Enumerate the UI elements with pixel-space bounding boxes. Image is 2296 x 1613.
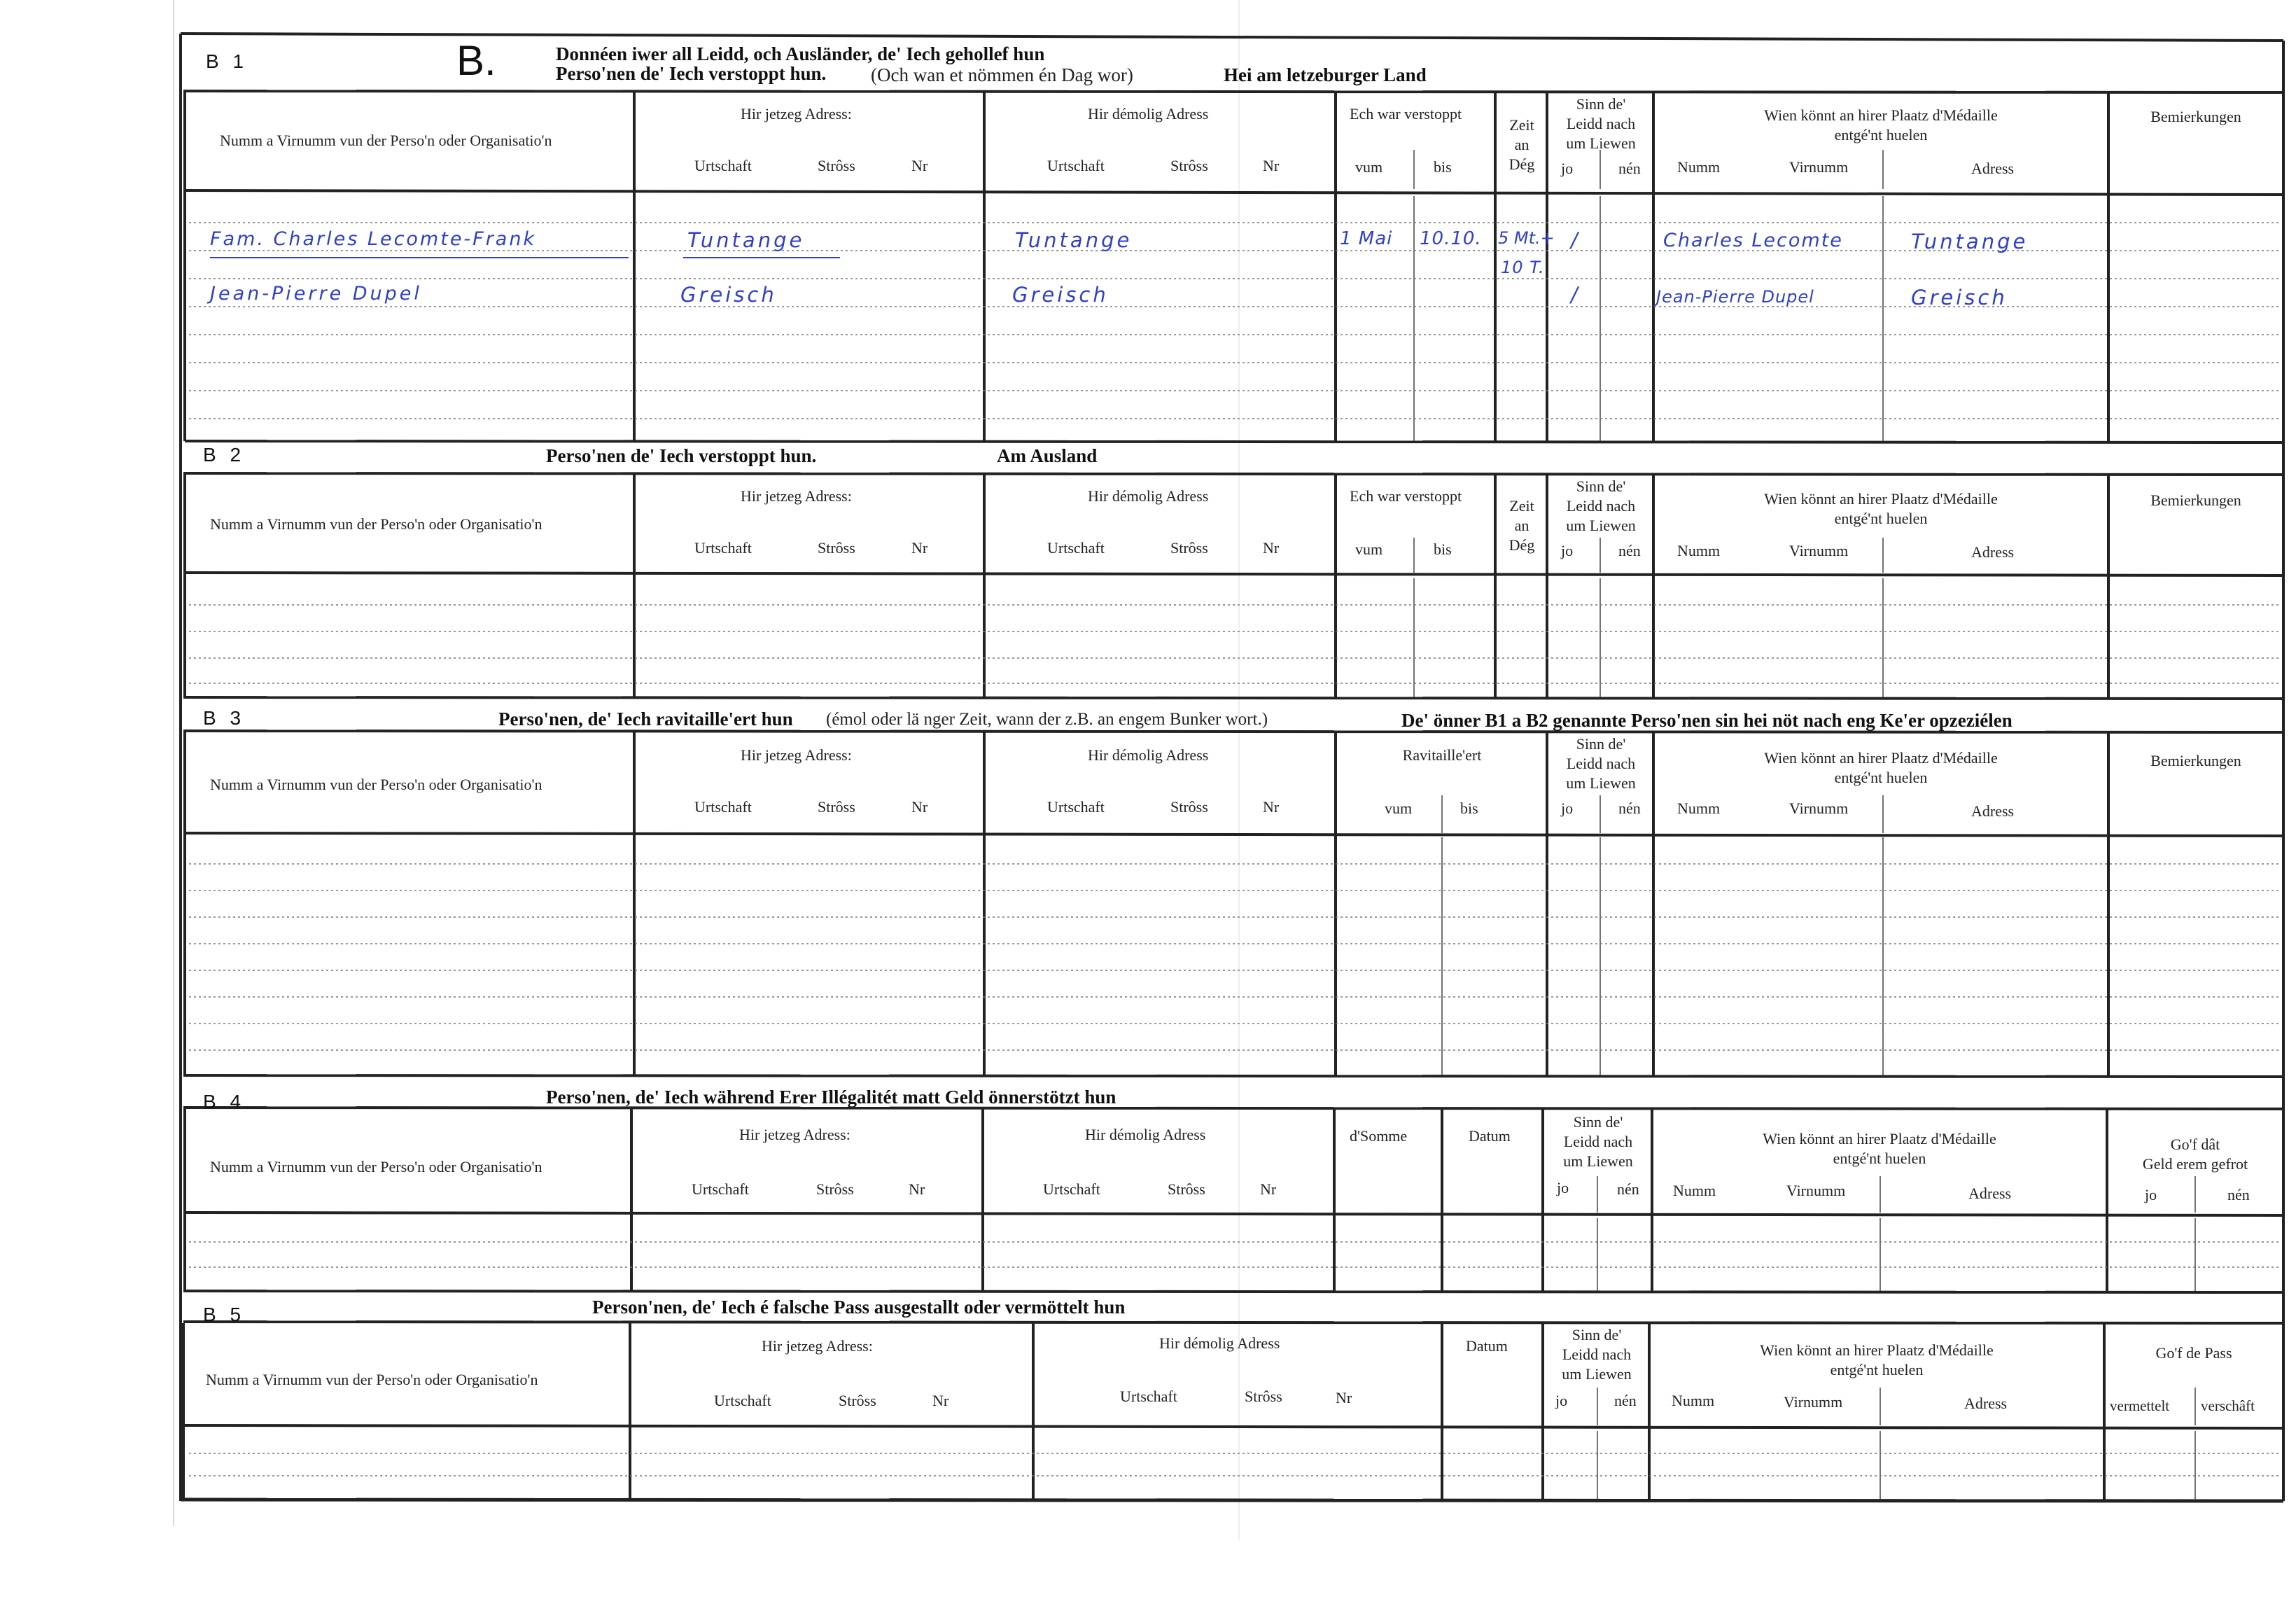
b4-gof-nen: nén [2227, 1186, 2250, 1203]
b5-nen: nén [1614, 1392, 1637, 1409]
b3-urtschaft-2: Urtschaft [1047, 798, 1105, 816]
b3-ravitailleiert: Ravitaille'ert [1402, 746, 1482, 764]
b2-wien-2: entgé'nt huelen [1834, 510, 1928, 527]
b5-med-numm: Numm [1672, 1392, 1715, 1409]
b4-nen: nén [1617, 1180, 1639, 1198]
b5-col-name: Numm a Virnumm vun der Perso'n oder Organisatio'n [206, 1371, 538, 1388]
b1-an: an [1514, 136, 1530, 153]
b5-nr: Nr [932, 1392, 949, 1409]
b1-col-name: Numm a Virnumm vun der Perso'n oder Organisatio'n [220, 132, 552, 149]
b2-wien-1: Wien könnt an hirer Plaatz d'Médaille [1764, 490, 1998, 508]
b2-nr: Nr [911, 539, 928, 557]
b4-med-virnumm: Virnumm [1786, 1182, 1846, 1199]
b1-title-note: (Och wan et nömmen én Dag wor) [871, 64, 1133, 85]
section-letter: B. [456, 37, 496, 84]
b1-urtschaft-2: Urtschaft [1047, 157, 1105, 174]
b5-wien-2: entgé'nt huelen [1830, 1361, 1924, 1378]
b1-wien-1: Wien könnt an hirer Plaatz d'Médaille [1764, 106, 1998, 124]
b3-wien-1: Wien könnt an hirer Plaatz d'Médaille [1764, 749, 1998, 767]
b4-somme: d'Somme [1350, 1127, 1408, 1145]
row1-vum: 1 Mai [1340, 228, 1393, 249]
b1-nen: nén [1618, 160, 1641, 177]
b5-vermettelt: vermettelt [2110, 1397, 2170, 1414]
b2-col-jetzeg: Hir jetzeg Adress: [741, 487, 852, 505]
row2-name: Jean-Pierre Dupel [210, 283, 422, 305]
b5-gof: Go'f de Pass [2155, 1344, 2232, 1362]
section-b2-id: B 2 [203, 444, 246, 466]
row1-zeit-a: 5 Mt.+ [1498, 228, 1555, 248]
row2-jo: / [1571, 283, 1581, 307]
b3-med-adress: Adress [1971, 802, 2015, 820]
b3-med-virnumm: Virnumm [1789, 799, 1849, 817]
b1-zeit: Zeit [1509, 116, 1534, 134]
b4-gof-2: Geld erem gefrot [2142, 1155, 2248, 1173]
b1-bis: bis [1434, 158, 1452, 176]
b1-col-jetzeg: Hir jetzeg Adress: [741, 105, 852, 123]
row1-zeit-b: 10 T. [1501, 258, 1545, 277]
b3-stross: Strôss [818, 798, 855, 816]
b2-urtschaft-2: Urtschaft [1047, 539, 1105, 557]
b4-urtschaft: Urtschaft [692, 1180, 749, 1198]
b1-jo: jo [1561, 160, 1574, 177]
b5-nr-2: Nr [1336, 1389, 1352, 1406]
row1-bis: 10.10. [1420, 228, 1482, 249]
b3-med-numm: Numm [1677, 799, 1721, 817]
b3-title-note: (émol oder lä nger Zeit, wann der z.B. an engem Bunker wort.) [826, 710, 1268, 729]
b5-sinn: Sinn de' [1572, 1326, 1622, 1343]
b5-stross-2: Strôss [1245, 1388, 1282, 1405]
b1-liewen: um Liewen [1566, 134, 1636, 152]
b2-nen: nén [1618, 542, 1641, 559]
b4-med-adress: Adress [1968, 1185, 2012, 1202]
b2-zeit: Zeit [1509, 497, 1534, 515]
b1-wien-2: entgé'nt huelen [1834, 126, 1928, 144]
b1-med-virnumm: Virnumm [1789, 158, 1849, 176]
b5-liewen: um Liewen [1562, 1365, 1632, 1383]
b2-sinn: Sinn de' [1576, 477, 1626, 495]
b2-jo: jo [1561, 542, 1574, 559]
b5-leidd: Leidd nach [1562, 1346, 1632, 1363]
b3-sinn: Sinn de' [1576, 735, 1626, 753]
b1-title-region: Hei am letzeburger Land [1224, 64, 1427, 85]
b5-urtschaft: Urtschaft [714, 1392, 771, 1409]
b2-med-adress: Adress [1971, 543, 2015, 561]
b1-sinn: Sinn de' [1576, 95, 1626, 113]
b5-verschaft: verschâft [2201, 1397, 2255, 1414]
row1-med-adress: Tuntange [1911, 230, 2029, 253]
b5-col-jetzeg: Hir jetzeg Adress: [762, 1337, 873, 1355]
b1-stross-2: Strôss [1170, 157, 1208, 174]
b5-stross: Strôss [839, 1392, 876, 1409]
section-b1-id: B 1 [206, 50, 248, 72]
b1-stross: Strôss [818, 157, 855, 174]
row1-demolig: Tuntange [1015, 228, 1133, 252]
b3-wien-2: entgé'nt huelen [1834, 769, 1928, 786]
b1-med-adress: Adress [1971, 160, 2015, 177]
b1-nr-2: Nr [1263, 157, 1280, 174]
b1-title-line1: Donnéen iwer all Leidd, och Ausländer, de' Iech gehollef hun [556, 43, 1045, 64]
row1-jo: / [1571, 228, 1581, 252]
b2-vum: vum [1355, 540, 1383, 558]
b3-col-demolig: Hir démolig Adress [1088, 746, 1209, 764]
b4-col-demolig: Hir démolig Adress [1085, 1126, 1206, 1143]
b5-med-adress: Adress [1964, 1395, 2008, 1412]
b3-vum: vum [1385, 799, 1413, 817]
b1-col-demolig: Hir démolig Adress [1088, 105, 1209, 123]
b2-urtschaft: Urtschaft [694, 539, 752, 557]
b1-urtschaft: Urtschaft [694, 157, 752, 174]
b3-bis: bis [1460, 799, 1478, 817]
b2-an: an [1514, 517, 1530, 534]
section-b5-id: B 5 [203, 1304, 246, 1325]
b4-urtschaft-2: Urtschaft [1043, 1180, 1100, 1198]
b4-stross: Strôss [816, 1180, 854, 1198]
b1-title-line2: Perso'nen de' Iech verstoppt hun. [556, 63, 827, 84]
b2-stross-2: Strôss [1170, 539, 1208, 557]
b2-deg: Dég [1508, 536, 1535, 554]
b4-nr: Nr [909, 1180, 925, 1198]
b2-bis: bis [1434, 540, 1452, 558]
b4-leidd: Leidd nach [1563, 1133, 1633, 1150]
row2-med-adress: Greisch [1911, 286, 2008, 309]
b1-med-numm: Numm [1677, 158, 1721, 176]
b3-col-name: Numm a Virnumm vun der Perso'n oder Organisatio'n [210, 776, 542, 793]
b3-bemierkungen: Bemierkungen [2150, 752, 2241, 769]
b4-title: Perso'nen, de' Iech während Erer Illégalitét matt Geld önnerstötzt hun [546, 1087, 1116, 1108]
b4-wien-2: entgé'nt huelen [1833, 1150, 1926, 1167]
b3-urtschaft: Urtschaft [694, 798, 752, 816]
b4-nr-2: Nr [1260, 1180, 1277, 1198]
b3-jo: jo [1561, 799, 1574, 817]
b2-title-right: Am Ausland [997, 445, 1098, 466]
row2-jetzeg: Greisch [680, 283, 777, 307]
b2-leidd: Leidd nach [1566, 497, 1636, 515]
b4-sinn: Sinn de' [1573, 1113, 1623, 1131]
b3-col-jetzeg: Hir jetzeg Adress: [741, 746, 852, 764]
b1-leidd: Leidd nach [1566, 115, 1636, 132]
b1-deg: Dég [1508, 155, 1535, 173]
b2-stross: Strôss [818, 539, 855, 557]
b4-datum: Datum [1469, 1127, 1511, 1145]
row1-jetzeg: Tuntange [687, 228, 805, 252]
b1-vum: vum [1355, 158, 1383, 176]
b2-liewen: um Liewen [1566, 517, 1636, 534]
row2-med-name: Jean-Pierre Dupel [1656, 287, 1814, 307]
b4-col-name: Numm a Virnumm vun der Perso'n oder Organisatio'n [210, 1158, 542, 1175]
b4-gof-jo: jo [2145, 1186, 2157, 1203]
b2-title: Perso'nen de' Iech verstoppt hun. [546, 445, 817, 466]
b3-nen: nén [1618, 799, 1641, 817]
b3-stross-2: Strôss [1170, 798, 1208, 816]
b2-verstoppt: Ech war verstoppt [1350, 487, 1462, 505]
b2-bemierkungen: Bemierkungen [2150, 491, 2241, 509]
b2-nr-2: Nr [1263, 539, 1280, 557]
b4-stross-2: Strôss [1168, 1180, 1205, 1198]
b4-wien-1: Wien könnt an hirer Plaatz d'Médaille [1763, 1130, 1996, 1147]
b5-datum: Datum [1466, 1337, 1508, 1355]
b1-verstoppt: Ech war verstoppt [1350, 105, 1462, 123]
b1-nr: Nr [911, 157, 928, 174]
b5-col-demolig: Hir démolig Adress [1159, 1334, 1280, 1352]
b3-nr-2: Nr [1263, 798, 1280, 816]
section-b3-id: B 3 [203, 707, 246, 729]
row1-name: Fam. Charles Lecomte-Frank [210, 228, 537, 250]
b1-bemierkungen: Bemierkungen [2150, 108, 2241, 125]
b2-col-demolig: Hir démolig Adress [1088, 487, 1209, 505]
b3-title: Perso'nen, de' Iech ravitaille'ert hun [498, 708, 793, 729]
section-b4-id: B 4 [203, 1091, 246, 1112]
b4-jo: jo [1557, 1179, 1569, 1196]
b3-liewen: um Liewen [1566, 774, 1636, 792]
b3-leidd: Leidd nach [1566, 755, 1636, 772]
b4-med-numm: Numm [1673, 1182, 1716, 1199]
b4-liewen: um Liewen [1563, 1152, 1633, 1170]
b5-urtschaft-2: Urtschaft [1120, 1388, 1177, 1405]
b5-jo: jo [1555, 1392, 1568, 1409]
b5-wien-1: Wien könnt an hirer Plaatz d'Médaille [1760, 1341, 1994, 1359]
b4-col-jetzeg: Hir jetzeg Adress: [739, 1126, 850, 1143]
b2-med-virnumm: Virnumm [1789, 542, 1849, 559]
row1-med-name: Charles Lecomte [1663, 230, 1843, 251]
b2-col-name: Numm a Virnumm vun der Perso'n oder Organisatio'n [210, 515, 542, 533]
b5-title: Person'nen, de' Iech é falsche Pass ausgestallt oder vermöttelt hun [592, 1297, 1126, 1318]
b3-title-end: De' önner B1 a B2 genannte Perso'nen sin hei nöt nach eng Ke'er opzeziélen [1401, 710, 2012, 731]
b2-med-numm: Numm [1677, 542, 1721, 559]
b5-med-virnumm: Virnumm [1784, 1393, 1843, 1411]
b4-gof-1: Go'f dât [2170, 1136, 2220, 1153]
b3-nr: Nr [911, 798, 928, 816]
row2-demolig: Greisch [1012, 283, 1109, 307]
